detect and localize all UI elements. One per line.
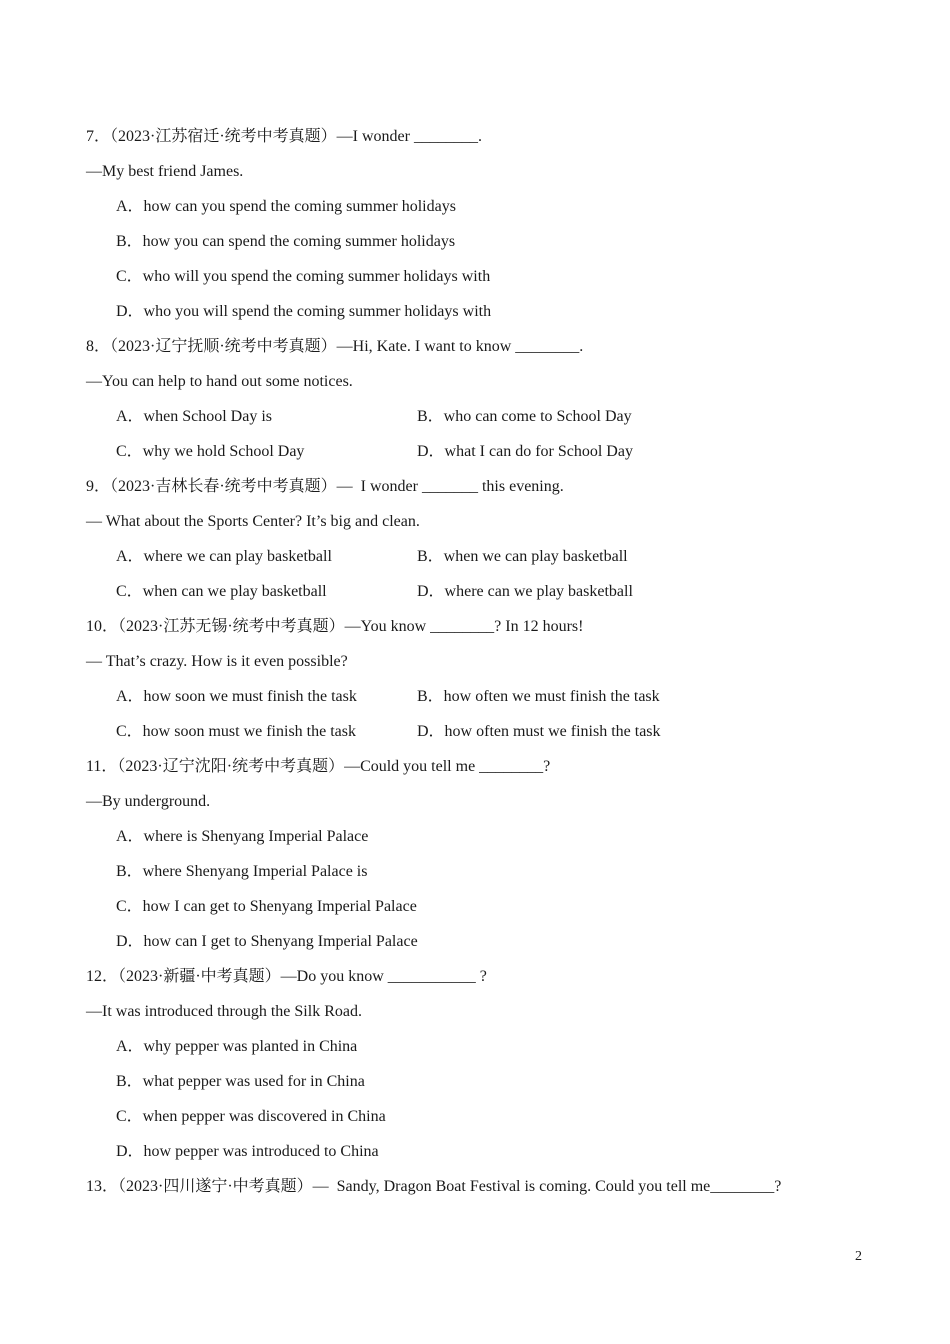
question-11-option-d: D．how can I get to Shenyang Imperial Palace xyxy=(116,933,418,950)
question-11-reply: —By underground. xyxy=(86,793,211,810)
question-12-option-a: A．why pepper was planted in China xyxy=(116,1038,358,1055)
question-9-option-b: B．when we can play basketball xyxy=(417,548,628,565)
question-7-stem: 7．（2023·江苏宿迁·统考中考真题）—I wonder ________. xyxy=(86,128,482,145)
question-12-option-d: D．how pepper was introduced to China xyxy=(116,1143,379,1160)
question-12-option-b: B．what pepper was used for in China xyxy=(116,1073,365,1090)
question-8-stem: 8．（2023·辽宁抚顺·统考中考真题）—Hi, Kate. I want to know ________. xyxy=(86,338,584,355)
question-12-option-c: C．when pepper was discovered in China xyxy=(116,1108,386,1125)
question-11-option-a: A．where is Shenyang Imperial Palace xyxy=(116,828,369,845)
question-7-reply: —My best friend James. xyxy=(86,163,244,180)
question-8-reply: —You can help to hand out some notices. xyxy=(86,373,353,390)
question-13-stem: 13．（2023·四川遂宁·中考真题）— Sandy, Dragon Boat Festival is coming. Could you tell me________? xyxy=(86,1178,782,1195)
question-10-option-a: A．how soon we must finish the task xyxy=(116,688,357,705)
question-12-stem: 12．（2023·新疆·中考真题）—Do you know ___________ ? xyxy=(86,968,487,985)
question-9-stem: 9．（2023·吉林长春·统考中考真题）— I wonder _______ this evening. xyxy=(86,478,564,495)
question-7-option-c: C．who will you spend the coming summer holidays with xyxy=(116,268,491,285)
question-11-stem: 11．（2023·辽宁沈阳·统考中考真题）—Could you tell me ________? xyxy=(86,758,551,775)
question-9-option-a: A．where we can play basketball xyxy=(116,548,332,565)
question-8-option-b: B．who can come to School Day xyxy=(417,408,632,425)
question-10-option-d: D．how often must we finish the task xyxy=(417,723,661,740)
question-8-option-d: D．what I can do for School Day xyxy=(417,443,633,460)
question-11-option-b: B．where Shenyang Imperial Palace is xyxy=(116,863,368,880)
question-10-option-b: B．how often we must finish the task xyxy=(417,688,660,705)
question-10-option-c: C．how soon must we finish the task xyxy=(116,723,356,740)
question-7-option-b: B．how you can spend the coming summer holidays xyxy=(116,233,456,250)
question-11-option-c: C．how I can get to Shenyang Imperial Palace xyxy=(116,898,417,915)
question-12-reply: —It was introduced through the Silk Road. xyxy=(86,1003,362,1020)
question-9-option-d: D．where can we play basketball xyxy=(417,583,633,600)
question-7-option-a: A．how can you spend the coming summer holidays xyxy=(116,198,456,215)
question-10-reply: — That’s crazy. How is it even possible? xyxy=(86,653,348,670)
question-8-option-a: A．when School Day is xyxy=(116,408,272,425)
question-9-option-c: C．when can we play basketball xyxy=(116,583,327,600)
question-7-option-d: D．who you will spend the coming summer holidays with xyxy=(116,303,492,320)
question-9-reply: — What about the Sports Center? It’s big and clean. xyxy=(86,513,420,530)
question-10-stem: 10．（2023·江苏无锡·统考中考真题）—You know ________? In 12 hours! xyxy=(86,618,584,635)
page-number: 2 xyxy=(855,1249,862,1264)
question-8-option-c: C．why we hold School Day xyxy=(116,443,305,460)
